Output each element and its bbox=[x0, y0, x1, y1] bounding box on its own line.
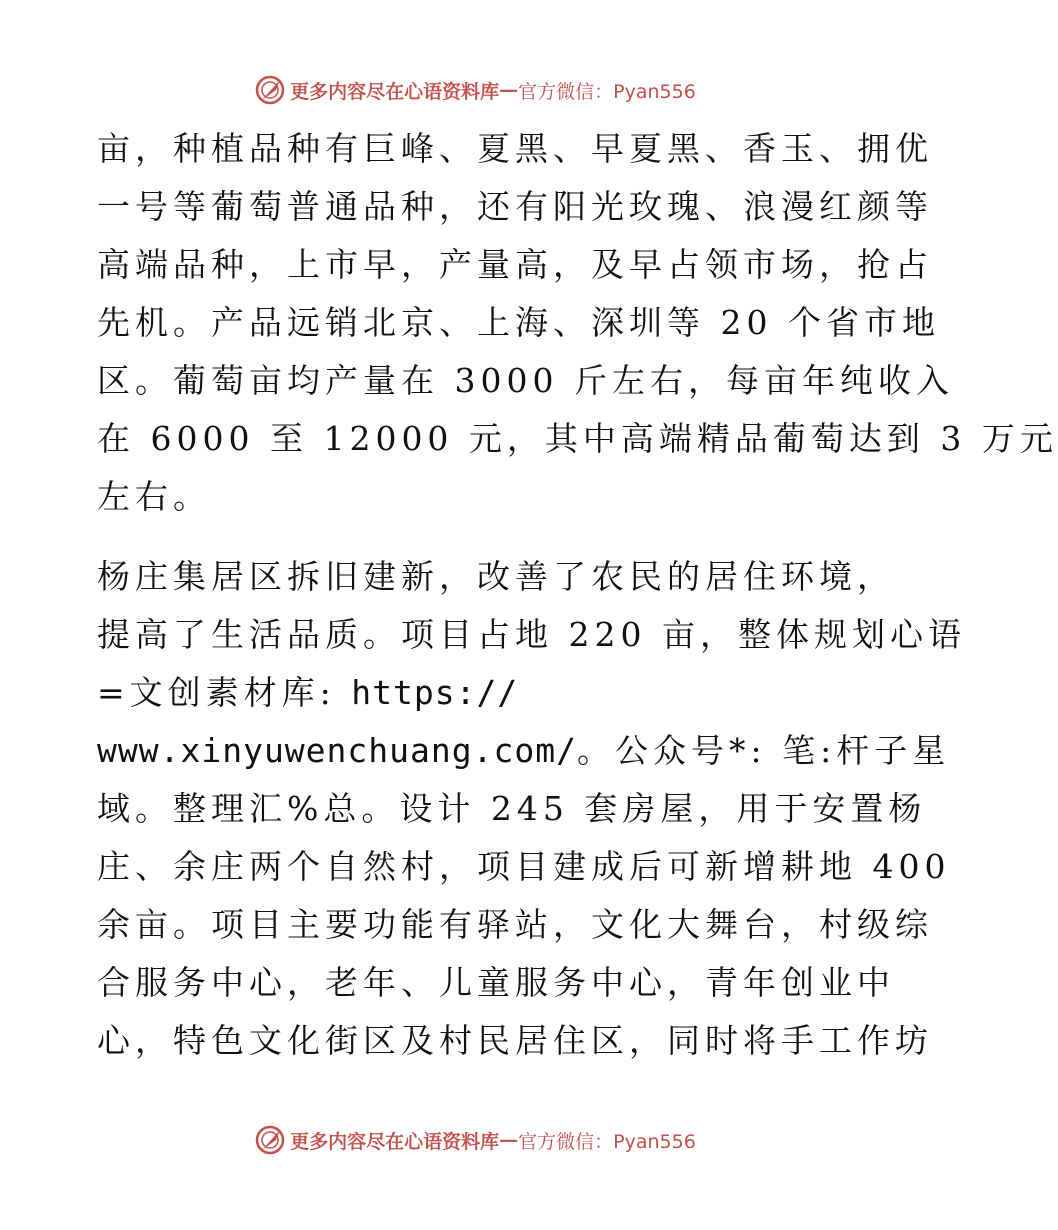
paragraph-gap bbox=[97, 526, 897, 548]
text-line: 域。整理汇%总。设计 245 套房屋，用于安置杨 bbox=[97, 789, 927, 828]
text-line bbox=[97, 664, 897, 722]
text-line: 先机。产品远销北京、上海、深圳等 20 个省市地 bbox=[97, 303, 940, 342]
footer-watermark-banner bbox=[0, 1120, 950, 1160]
text-line: 区。葡萄亩均产量在 3000 斤左右，每亩年纯收入 bbox=[97, 361, 954, 400]
header-dash: — bbox=[499, 79, 519, 101]
quill-logo-icon bbox=[254, 1124, 286, 1156]
header-brand-text: 更多内容尽在心语资料库 bbox=[290, 80, 500, 103]
footer-dash: — bbox=[499, 1129, 519, 1151]
header-watermark-banner bbox=[0, 70, 950, 110]
text-line: 高端品种，上市早，产量高，及早占领市场，抢占 bbox=[97, 245, 933, 284]
text-segment: =文创素材库: bbox=[97, 673, 352, 712]
quill-logo-icon bbox=[254, 74, 286, 106]
text-line: 提高了生活品质。项目占地 220 亩，整体规划心语 bbox=[97, 615, 966, 654]
text-line: 合服务中心，老年、儿童服务中心，青年创业中 bbox=[97, 963, 895, 1002]
text-line: 庄、余庄两个自然村，项目建成后可新增耕地 400 bbox=[97, 847, 951, 886]
document-body bbox=[97, 120, 1058, 1070]
text-segment: 。公众号*: 笔:杆子星 bbox=[576, 731, 951, 770]
paragraph-1 bbox=[97, 120, 1058, 526]
text-line: 一号等葡萄普通品种，还有阳光玫瑰、浪漫红颜等 bbox=[97, 187, 933, 226]
url-segment: https:// bbox=[351, 673, 519, 712]
text-line: 余亩。项目主要功能有驿站，文化大舞台，村级综 bbox=[97, 905, 933, 944]
text-line: 在 6000 至 12000 元，其中高端精品葡萄达到 3 万元 bbox=[97, 419, 1058, 458]
text-line: 杨庄集居区拆旧建新，改善了农民的居住环境， bbox=[97, 557, 895, 596]
text-line bbox=[97, 722, 951, 780]
text-line: 亩，种植品种有巨峰、夏黑、早夏黑、香玉、拥优 bbox=[97, 129, 933, 168]
url-segment: www.xinyuwenchuang.com/ bbox=[97, 731, 577, 770]
footer-contact-text: 官方微信：Pyan556 bbox=[518, 1130, 696, 1153]
text-line: 左右。 bbox=[97, 477, 211, 516]
header-contact-text: 官方微信：Pyan556 bbox=[518, 80, 696, 103]
text-line: 心，特色文化街区及村民居住区，同时将手工作坊 bbox=[97, 1021, 933, 1060]
paragraph-2 bbox=[97, 548, 966, 1070]
footer-brand-text: 更多内容尽在心语资料库 bbox=[290, 1130, 500, 1153]
